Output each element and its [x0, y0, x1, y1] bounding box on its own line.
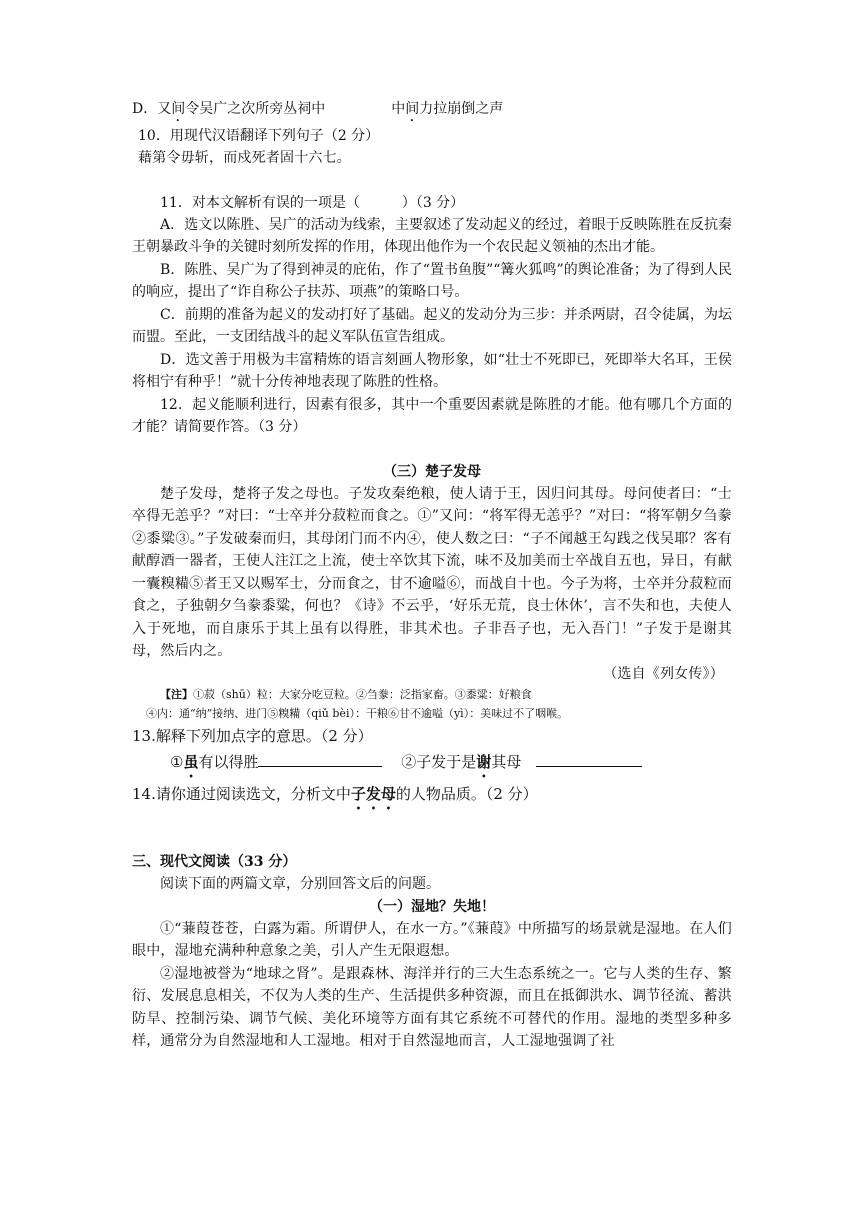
q13-items: ①虽有以得胜 ②子发于是谢其母 [170, 749, 732, 781]
q13-answer-blank-2[interactable] [536, 750, 642, 767]
section3-note-1: 【注】①菽（shū）粒：大家分吃豆粒。②刍豢：泛指家畜。③黍粱：好粮食 [160, 688, 532, 701]
q11-title: 11．对本文解析有误的一项是（ ）（3 分） [160, 194, 465, 211]
section3-source: （选自《列女传》） [603, 665, 724, 682]
article1-title: （一）湿地？失地！ [369, 898, 495, 915]
q11-option-a: A．选文以陈胜、吴广的活动为线索，主要叙述了发动起义的经过，着眼于反映陈胜在反抗秦王朝暴政斗争的关键时刻所发挥的作用，体现出他作为一个农民起义领袖的杰出才能。 [132, 216, 732, 255]
section3-note-2: ④内：通“纳”接纳、进门⑤糗糒（qiǔ bèi）：干粮⑥甘不逾嗌（yì）：美味过不了咽喉。 [146, 707, 569, 720]
exam-page [132, 98, 732, 1053]
article1-paragraph-1: ①“蒹葭苍苍，白露为霜。所谓伊人，在水一方。”《蒹葭》中所描写的场景就是湿地。在人们眼中，湿地充满种种意象之美，引人产生无限遐想。 [132, 920, 732, 959]
part3-title: 三、现代文阅读（33 分） [132, 854, 297, 870]
section3-passage: 楚子发母，楚将子发之母也。子发攻秦绝粮，使人请于王，因归问其母。母问使者曰：“士卒得无恙乎？”对曰：“士卒并分菽粒而食之。①”又问：“将军得无恙乎？”对曰：“将军朝夕刍豢②黍粱③。”子发破秦而归，其母闭门而不内④，使人数之曰：“子不闻越王勾践之伐吴耶？客有献醇酒一器者，王使人注江之上流，使士卒饮其下流，味不及加美而士卒战自五也，异日，有献一囊糗糒⑤者王又以赐军士，分而食之，甘不逾嗌⑥，而战自十也。今子为将，士卒并分菽粒而食之，子独朝夕刍豢黍粱，何也？《诗》不云乎，‘好乐无荒，良士休休’，言不失和也，夫使人入于死地，而自康乐于其上虽有以得胜，非其术也。子非吾子也，无入吾门！”子发于是谢其母，然后内之。 [132, 485, 732, 659]
q9-option-d [132, 98, 732, 125]
q9-d-right: 中间力拉崩倒之声 [391, 101, 504, 117]
q13-answer-blank-1[interactable] [258, 750, 382, 767]
q11-option-c: C．前期的准备为起义的发动打好了基础。起义的发动分为三步：并杀两尉，召令徒属，为坛而盟。至此，一支团结战斗的起义军队伍宣告组成。 [132, 306, 732, 345]
q11-option-b: B．陈胜、吴广为了得到神灵的庇佑，作了“置书鱼腹”“篝火狐鸣”的舆论准备；为了得到人民的响应，提出了“诈自称公子扶苏、项燕”的策略口号。 [132, 261, 732, 300]
q10-sentence: 藉第令毋斩，而戍死者固十六七。 [138, 150, 351, 166]
article1-paragraph-2: ②湿地被誉为“地球之肾”。是跟森林、海洋并行的三大生态系统之一。它与人类的生存、繁衍、发展息息相关，不仅为人类的生产、生活提供多种资源，而且在抵御洪水、调节径流、蓄洪防旱、控制污染、调节气候、美化环境等方面有其它系统不可替代的作用。湿地的类型多种多样，通常分为自然湿地和人工湿地。相对于自然湿地而言，人工湿地强调了社 [132, 965, 732, 1049]
q14-question: 14.请你通过阅读选文，分析文中子发母的人物品质。（2 分） [132, 785, 538, 803]
q13-title: 13.解释下列加点字的意思。（2 分） [132, 727, 373, 745]
q12-question: 12．起义能顺利进行，因素有很多，其中一个重要因素就是陈胜的才能。他有哪几个方面的才能？请简要作答。（3 分） [132, 396, 732, 435]
q11-option-d: D．选文善于用极为丰富精炼的语言刻画人物形象，如“壮士不死即已，死即举大名耳，王侯将相宁有种乎！”就十分传神地表现了陈胜的性格。 [132, 351, 732, 390]
q10-title: 10．用现代汉语翻译下列句子（2 分） [138, 128, 380, 144]
section3-title: （三）楚子发母 [383, 463, 481, 480]
part3-instruction: 阅读下面的两篇文章，分别回答文后的问题。 [160, 876, 440, 892]
q9-d-left: D．又间令吴广之次所旁丛祠中 [132, 101, 326, 117]
